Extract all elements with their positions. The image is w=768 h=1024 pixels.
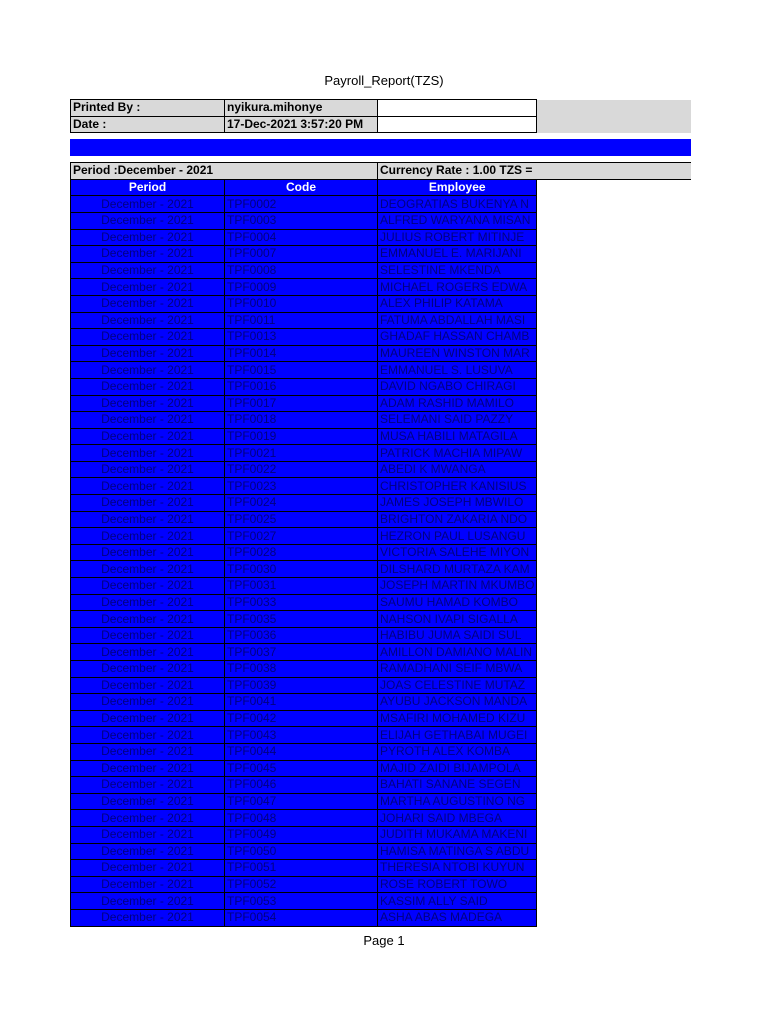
code-cell: TPF0052 — [225, 876, 378, 893]
row-blank-cell — [537, 295, 691, 312]
period-cell: December - 2021 — [71, 694, 225, 711]
spacer-cell — [225, 156, 378, 163]
printed-by-value: nyikura.mihonye — [225, 100, 378, 117]
code-cell: TPF0021 — [225, 445, 378, 462]
period-cell: December - 2021 — [71, 445, 225, 462]
employee-cell: BRIGHTON ZAKARIA NDO — [378, 511, 537, 528]
table-row — [71, 196, 691, 213]
period-cell: December - 2021 — [71, 461, 225, 478]
table-row — [71, 312, 691, 329]
code-cell: TPF0030 — [225, 561, 378, 578]
employee-cell: MARTHA AUGUSTINO NG — [378, 793, 537, 810]
table-row — [71, 727, 691, 744]
period-label: Period :December - 2021 — [71, 163, 378, 180]
period-cell: December - 2021 — [71, 246, 225, 263]
table-row — [71, 511, 691, 528]
period-cell: December - 2021 — [71, 378, 225, 395]
spacer-cell — [71, 133, 225, 140]
employee-cell: FATUMA ABDALLAH MASI — [378, 312, 537, 329]
date-label: Date : — [71, 116, 225, 133]
row-blank-cell — [537, 677, 691, 694]
code-cell: TPF0022 — [225, 461, 378, 478]
code-cell: TPF0013 — [225, 329, 378, 346]
spacer-row — [71, 133, 691, 140]
employee-cell: THERESIA NTOBI KUYUN — [378, 860, 537, 877]
table-row — [71, 876, 691, 893]
table-row — [71, 677, 691, 694]
date-gray-fill — [537, 116, 691, 133]
row-blank-cell — [537, 760, 691, 777]
period-cell: December - 2021 — [71, 329, 225, 346]
period-cell: December - 2021 — [71, 677, 225, 694]
employee-cell: ELIJAH GETHABAI MUGEI — [378, 727, 537, 744]
period-cell: December - 2021 — [71, 760, 225, 777]
date-empty-cell — [378, 116, 537, 133]
row-blank-cell — [537, 229, 691, 246]
code-cell: TPF0039 — [225, 677, 378, 694]
period-cell: December - 2021 — [71, 909, 225, 926]
employee-cell: RAMADHANI SEIF MBWA — [378, 661, 537, 678]
row-blank-cell — [537, 495, 691, 512]
payroll-sheet — [70, 99, 691, 927]
table-row — [71, 212, 691, 229]
table-row — [71, 760, 691, 777]
table-row — [71, 445, 691, 462]
code-cell: TPF0046 — [225, 777, 378, 794]
period-cell: December - 2021 — [71, 578, 225, 595]
period-cell: December - 2021 — [71, 843, 225, 860]
code-cell: TPF0008 — [225, 262, 378, 279]
row-blank-cell — [537, 909, 691, 926]
table-row — [71, 594, 691, 611]
printed-by-row — [71, 100, 691, 117]
code-cell: TPF0045 — [225, 760, 378, 777]
table-row — [71, 661, 691, 678]
row-blank-cell — [537, 329, 691, 346]
row-blank-cell — [537, 478, 691, 495]
table-row — [71, 578, 691, 595]
employee-cell: JUDITH MUKAMA MAKENI — [378, 826, 537, 843]
row-blank-cell — [537, 312, 691, 329]
currency-rate: Currency Rate : 1.00 TZS = — [378, 163, 691, 180]
table-row — [71, 644, 691, 661]
employee-cell: DAVID NGABO CHIRAGI — [378, 378, 537, 395]
employee-cell: ASHA ABAS MADEGA — [378, 909, 537, 926]
table-row — [71, 544, 691, 561]
report-title: Payroll_Report(TZS) — [324, 73, 444, 88]
code-cell: TPF0043 — [225, 727, 378, 744]
code-cell: TPF0050 — [225, 843, 378, 860]
code-cell: TPF0041 — [225, 694, 378, 711]
code-cell: TPF0044 — [225, 743, 378, 760]
row-blank-cell — [537, 876, 691, 893]
employee-cell: SAUMU HAMAD KOMBO — [378, 594, 537, 611]
row-blank-cell — [537, 743, 691, 760]
employee-cell: EMMANUEL E. MARIJANI — [378, 246, 537, 263]
table-row — [71, 793, 691, 810]
spacer-cell — [71, 156, 225, 163]
employee-cell: DEOGRATIAS BUKENYA N — [378, 196, 537, 213]
period-cell: December - 2021 — [71, 362, 225, 379]
period-cell: December - 2021 — [71, 345, 225, 362]
table-row — [71, 627, 691, 644]
employee-cell: GHADAF HASSAN CHAMB — [378, 329, 537, 346]
row-blank-cell — [537, 777, 691, 794]
code-cell: TPF0015 — [225, 362, 378, 379]
blue-separator-row — [71, 140, 691, 156]
code-cell: TPF0027 — [225, 528, 378, 545]
printed-by-empty-cell — [378, 100, 537, 117]
employee-cell: BAHATI SANANE SEGEN — [378, 777, 537, 794]
blue-separator-cell — [537, 140, 691, 156]
employee-cell: NAHSON IVAPI SIGALLA — [378, 611, 537, 628]
period-cell: December - 2021 — [71, 594, 225, 611]
period-cell: December - 2021 — [71, 212, 225, 229]
table-row — [71, 528, 691, 545]
period-cell: December - 2021 — [71, 644, 225, 661]
period-cell: December - 2021 — [71, 561, 225, 578]
period-cell: December - 2021 — [71, 860, 225, 877]
code-cell: TPF0037 — [225, 644, 378, 661]
code-cell: TPF0053 — [225, 893, 378, 910]
period-cell: December - 2021 — [71, 295, 225, 312]
row-blank-cell — [537, 212, 691, 229]
period-cell: December - 2021 — [71, 627, 225, 644]
table-row — [71, 428, 691, 445]
employee-cell: AYUBU JACKSON MANDA — [378, 694, 537, 711]
employee-cell: CHRISTOPHER KANISIUS — [378, 478, 537, 495]
employee-cell: ROSE ROBERT TOWO — [378, 876, 537, 893]
code-cell: TPF0033 — [225, 594, 378, 611]
table-row — [71, 295, 691, 312]
code-cell: TPF0004 — [225, 229, 378, 246]
code-cell: TPF0048 — [225, 810, 378, 827]
employee-cell: PATRICK MACHIA MIPAW — [378, 445, 537, 462]
employee-cell: HAMISA MATINGA S ABDU — [378, 843, 537, 860]
code-cell: TPF0011 — [225, 312, 378, 329]
code-cell: TPF0051 — [225, 860, 378, 877]
row-blank-cell — [537, 395, 691, 412]
table-row — [71, 495, 691, 512]
code-cell: TPF0031 — [225, 578, 378, 595]
table-row — [71, 743, 691, 760]
row-blank-cell — [537, 594, 691, 611]
period-cell: December - 2021 — [71, 727, 225, 744]
spacer-cell — [537, 156, 691, 163]
table-row — [71, 561, 691, 578]
employee-cell: AMILLON DAMIANO MALIN — [378, 644, 537, 661]
employee-cell: JOSEPH MARTIN MKUMBO — [378, 578, 537, 595]
employee-cell: PYROTH ALEX KOMBA — [378, 743, 537, 760]
row-blank-cell — [537, 461, 691, 478]
blue-separator-cell — [71, 140, 225, 156]
employee-cell: JULIUS ROBERT MITINJE — [378, 229, 537, 246]
date-row — [71, 116, 691, 133]
table-row — [71, 395, 691, 412]
column-header-row — [71, 179, 691, 196]
row-blank-cell — [537, 428, 691, 445]
code-cell: TPF0054 — [225, 909, 378, 926]
period-cell: December - 2021 — [71, 495, 225, 512]
blue-separator-cell — [225, 140, 378, 156]
row-blank-cell — [537, 544, 691, 561]
column-header-period: Period — [71, 179, 225, 196]
period-cell: December - 2021 — [71, 312, 225, 329]
period-cell: December - 2021 — [71, 876, 225, 893]
code-cell: TPF0025 — [225, 511, 378, 528]
employee-cell: HEZRON PAUL LUSANGU — [378, 528, 537, 545]
code-cell: TPF0014 — [225, 345, 378, 362]
period-cell: December - 2021 — [71, 810, 225, 827]
row-blank-cell — [537, 727, 691, 744]
row-blank-cell — [537, 843, 691, 860]
period-cell: December - 2021 — [71, 893, 225, 910]
period-cell: December - 2021 — [71, 793, 225, 810]
row-blank-cell — [537, 826, 691, 843]
table-row — [71, 362, 691, 379]
row-blank-cell — [537, 694, 691, 711]
row-blank-cell — [537, 611, 691, 628]
period-row — [71, 163, 691, 180]
code-cell: TPF0038 — [225, 661, 378, 678]
row-blank-cell — [537, 412, 691, 429]
column-header-employee: Employee — [378, 179, 537, 196]
spacer-cell — [378, 156, 537, 163]
table-row — [71, 909, 691, 926]
employee-cell: ALEX PHILIP KATAMA — [378, 295, 537, 312]
period-cell: December - 2021 — [71, 229, 225, 246]
row-blank-cell — [537, 893, 691, 910]
spacer-row — [71, 156, 691, 163]
employee-cell: ABEDI K MWANGA — [378, 461, 537, 478]
spacer-cell — [225, 133, 378, 140]
period-cell: December - 2021 — [71, 478, 225, 495]
row-blank-cell — [537, 445, 691, 462]
column-header-blank — [537, 179, 691, 196]
spacer-cell — [378, 133, 537, 140]
code-cell: TPF0047 — [225, 793, 378, 810]
period-cell: December - 2021 — [71, 511, 225, 528]
period-cell: December - 2021 — [71, 412, 225, 429]
employee-cell: MSAFIRI MOHAMED KIZU — [378, 710, 537, 727]
code-cell: TPF0042 — [225, 710, 378, 727]
code-cell: TPF0002 — [225, 196, 378, 213]
blue-separator-cell — [378, 140, 537, 156]
code-cell: TPF0017 — [225, 395, 378, 412]
date-value: 17-Dec-2021 3:57:20 PM — [225, 116, 378, 133]
period-cell: December - 2021 — [71, 743, 225, 760]
employee-cell: MAJID ZAIDI BIJAMPOLA — [378, 760, 537, 777]
employee-cell: JOHARI SAID MBEGA — [378, 810, 537, 827]
row-blank-cell — [537, 627, 691, 644]
employee-cell: DILSHARD MURTAZA KAM — [378, 561, 537, 578]
table-row — [71, 279, 691, 296]
table-row — [71, 378, 691, 395]
code-cell: TPF0007 — [225, 246, 378, 263]
code-cell: TPF0018 — [225, 412, 378, 429]
employee-cell: MUSA HABILI MATAGILA — [378, 428, 537, 445]
table-row — [71, 826, 691, 843]
employee-cell: SELESTINE MKENDA — [378, 262, 537, 279]
row-blank-cell — [537, 196, 691, 213]
table-row — [71, 229, 691, 246]
row-blank-cell — [537, 710, 691, 727]
period-cell: December - 2021 — [71, 528, 225, 545]
table-row — [71, 611, 691, 628]
period-cell: December - 2021 — [71, 544, 225, 561]
table-row — [71, 810, 691, 827]
row-blank-cell — [537, 511, 691, 528]
table-row — [71, 412, 691, 429]
column-header-code: Code — [225, 179, 378, 196]
employee-cell: EMMANUEL S. LUSUVA — [378, 362, 537, 379]
row-blank-cell — [537, 793, 691, 810]
code-cell: TPF0010 — [225, 295, 378, 312]
employee-cell: JAMES JOSEPH MBWILO — [378, 495, 537, 512]
code-cell: TPF0003 — [225, 212, 378, 229]
table-row — [71, 329, 691, 346]
employee-cell: MAUREEN WINSTON MAR — [378, 345, 537, 362]
row-blank-cell — [537, 561, 691, 578]
row-blank-cell — [537, 246, 691, 263]
payroll-table — [70, 99, 691, 927]
table-row — [71, 694, 691, 711]
row-blank-cell — [537, 644, 691, 661]
row-blank-cell — [537, 345, 691, 362]
row-blank-cell — [537, 578, 691, 595]
printed-by-gray-fill — [537, 100, 691, 117]
row-blank-cell — [537, 378, 691, 395]
period-cell: December - 2021 — [71, 279, 225, 296]
table-row — [71, 893, 691, 910]
table-row — [71, 478, 691, 495]
period-cell: December - 2021 — [71, 777, 225, 794]
employee-cell: HABIBU JUMA SAIDI SUL — [378, 627, 537, 644]
period-cell: December - 2021 — [71, 395, 225, 412]
code-cell: TPF0019 — [225, 428, 378, 445]
printed-by-label: Printed By : — [71, 100, 225, 117]
table-row — [71, 710, 691, 727]
spacer-cell — [537, 133, 691, 140]
code-cell: TPF0028 — [225, 544, 378, 561]
code-cell: TPF0036 — [225, 627, 378, 644]
table-row — [71, 345, 691, 362]
employee-cell: VICTORIA SALEHE MIYON — [378, 544, 537, 561]
row-blank-cell — [537, 262, 691, 279]
period-cell: December - 2021 — [71, 428, 225, 445]
row-blank-cell — [537, 528, 691, 545]
row-blank-cell — [537, 661, 691, 678]
employee-cell: KASSIM ALLY SAID — [378, 893, 537, 910]
employee-cell: SELEMANI SAID PAZZY — [378, 412, 537, 429]
period-cell: December - 2021 — [71, 661, 225, 678]
code-cell: TPF0024 — [225, 495, 378, 512]
code-cell: TPF0009 — [225, 279, 378, 296]
table-row — [71, 843, 691, 860]
table-row — [71, 860, 691, 877]
table-row — [71, 461, 691, 478]
code-cell: TPF0035 — [225, 611, 378, 628]
employee-cell: JOAS CELESTINE MUTAZ — [378, 677, 537, 694]
row-blank-cell — [537, 860, 691, 877]
code-cell: TPF0023 — [225, 478, 378, 495]
period-cell: December - 2021 — [71, 826, 225, 843]
period-cell: December - 2021 — [71, 710, 225, 727]
employee-cell: MICHAEL ROGERS EDWA — [378, 279, 537, 296]
page-number: Page 1 — [363, 933, 405, 948]
period-cell: December - 2021 — [71, 196, 225, 213]
table-row — [71, 777, 691, 794]
period-cell: December - 2021 — [71, 262, 225, 279]
row-blank-cell — [537, 279, 691, 296]
code-cell: TPF0049 — [225, 826, 378, 843]
row-blank-cell — [537, 362, 691, 379]
employee-cell: ALFRED WARYANA MISAN — [378, 212, 537, 229]
code-cell: TPF0016 — [225, 378, 378, 395]
table-row — [71, 262, 691, 279]
employee-cell: ADAM RASHID MAMILO — [378, 395, 537, 412]
row-blank-cell — [537, 810, 691, 827]
period-cell: December - 2021 — [71, 611, 225, 628]
table-row — [71, 246, 691, 263]
